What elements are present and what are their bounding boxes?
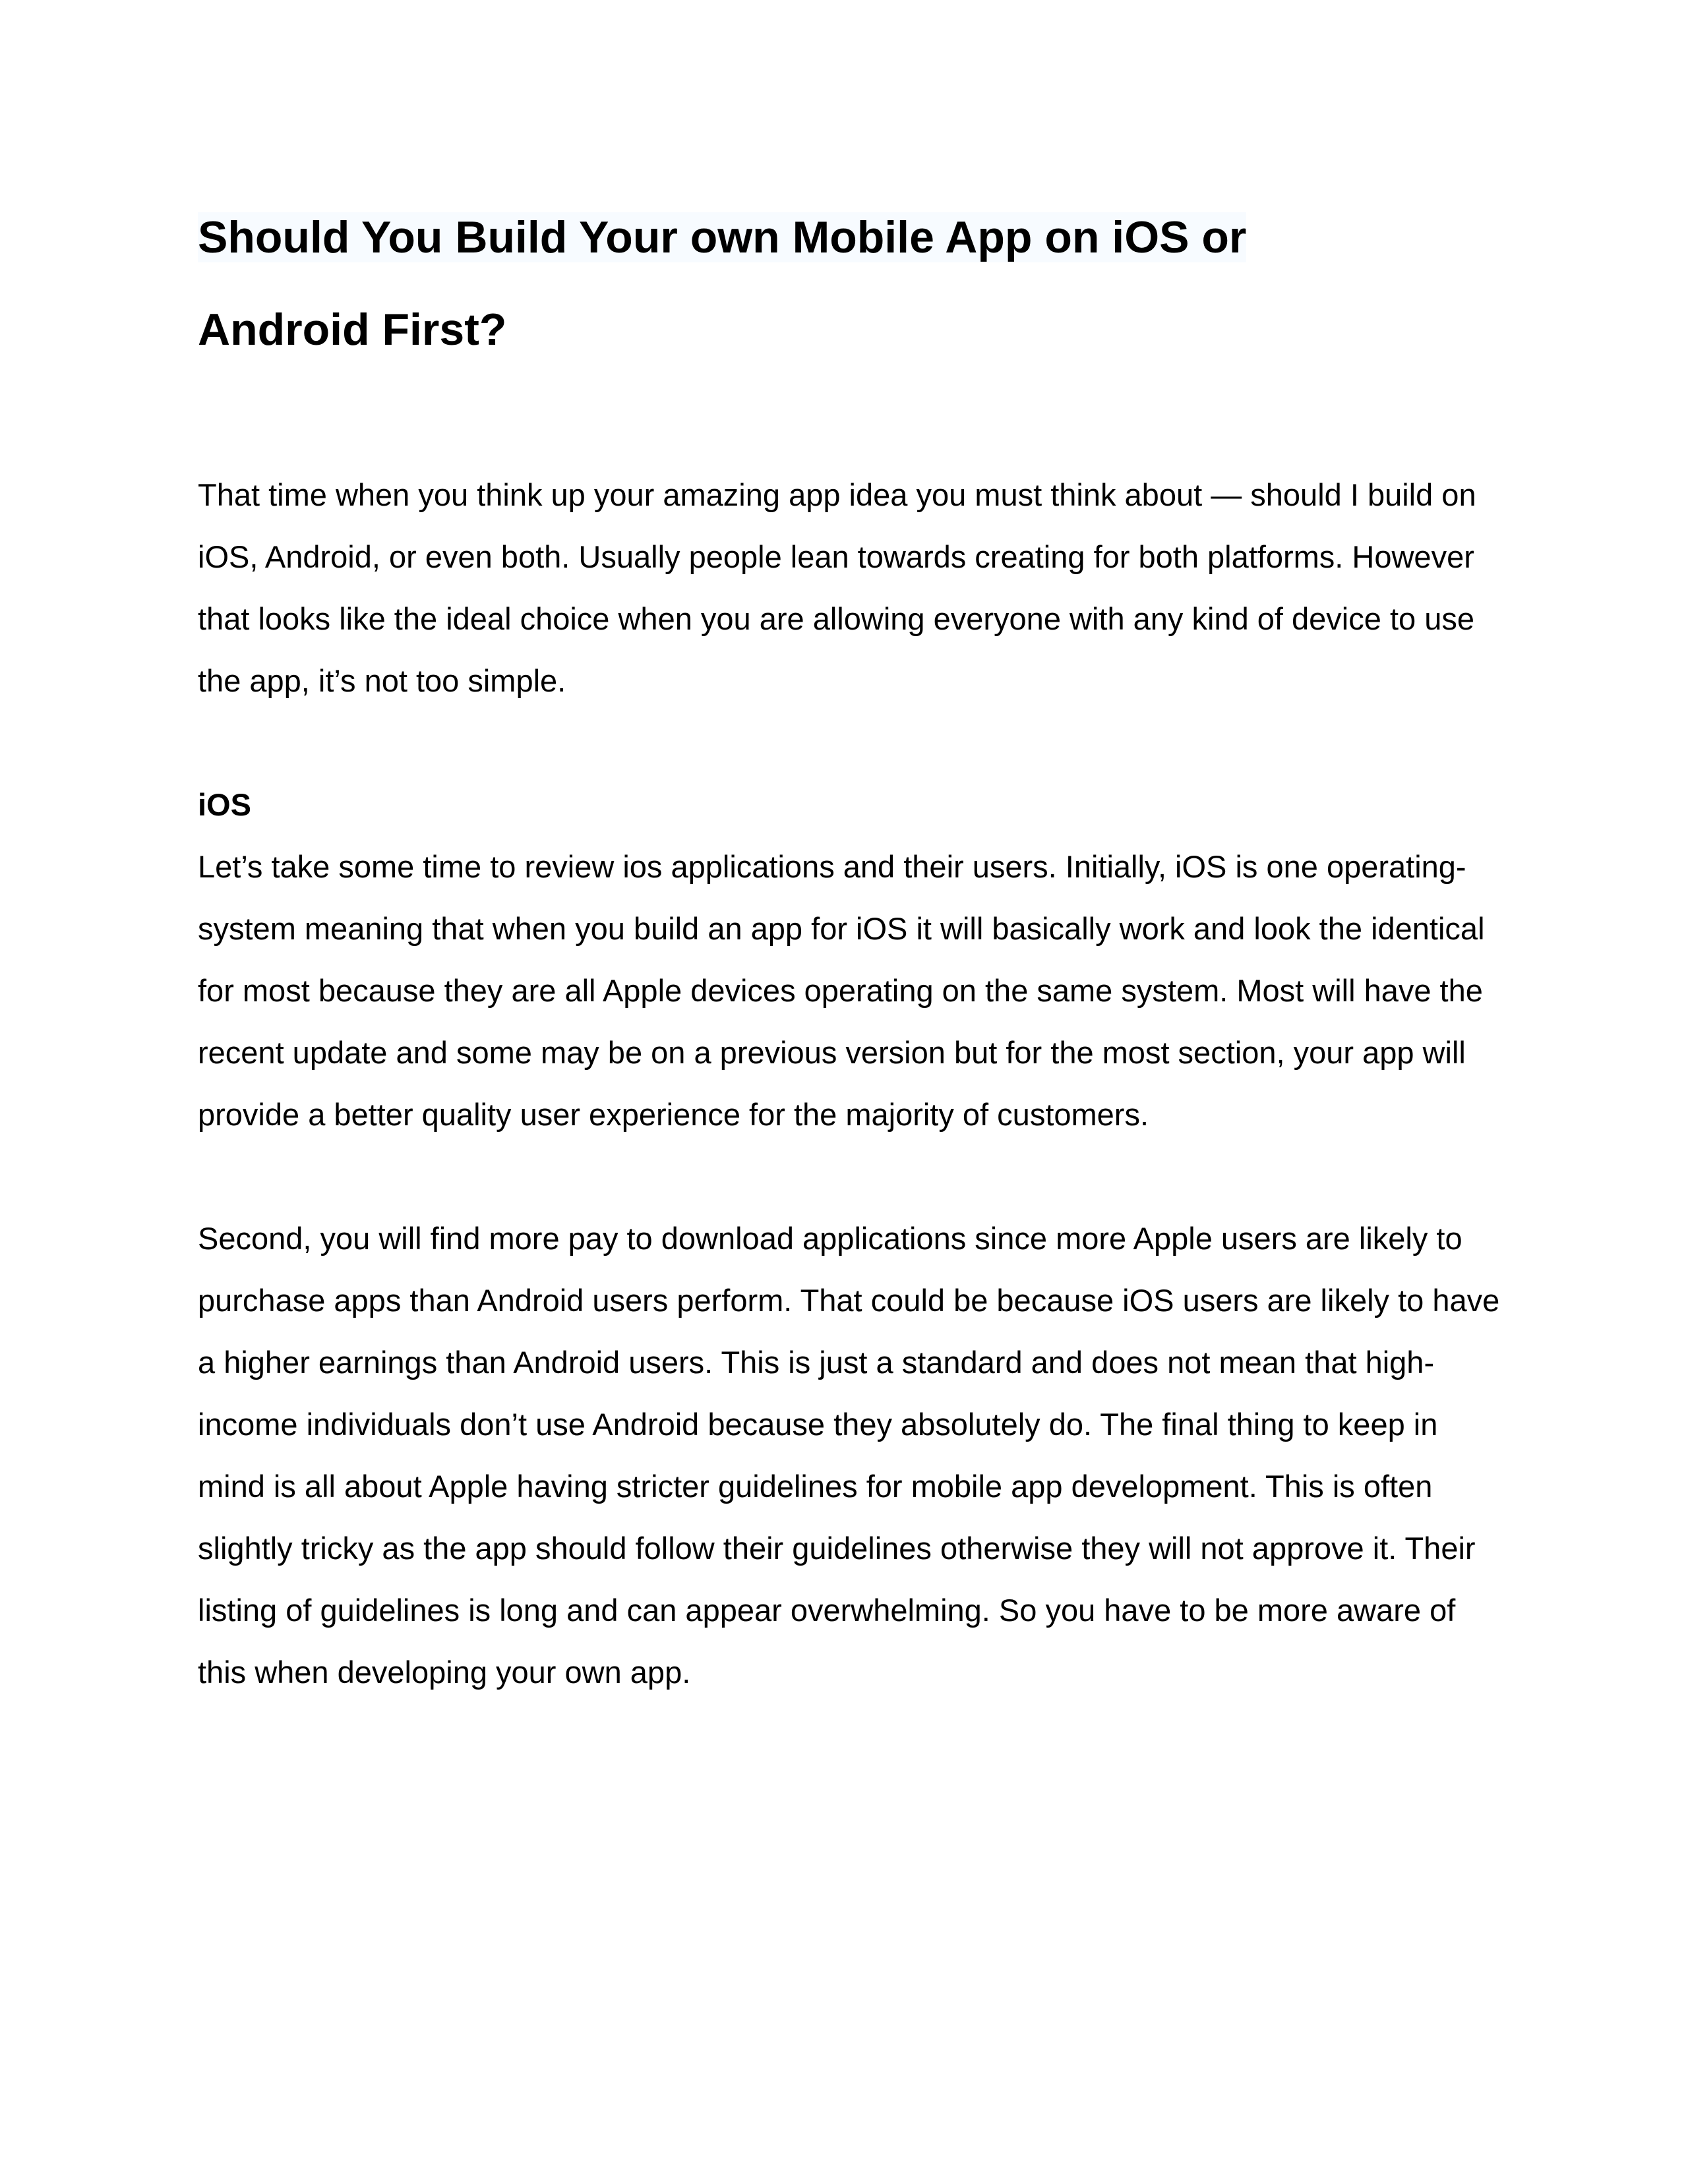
title-line-1: Should You Build Your own Mobile App on iOS or [198,212,1247,262]
ios-paragraph-1: Let’s take some time to review ios applications and their users. Initially, iOS is one operating-system meaning that when you build an app for iOS it will basically work and look the identical for most because they are all Apple devices operating on the same system. Most will have the recent update and some may be on a previous version but for the most section, your app will provide a better quality user experience for the majority of customers. [198,849,1485,1132]
intro-paragraph: That time when you think up your amazing app idea you must think about — should I build on iOS, Android, or even both. Usually people lean towards creating for both platforms. However that looks like the ideal choice when you are allowing everyone with any kind of device to use the app, it’s not too simple. [198,477,1476,698]
title-line-2: Android First? [198,305,507,355]
document-body [198,191,1510,1703]
ios-paragraph-2: Second, you will find more pay to download applications since more Apple users are likely to purchase apps than Android users perform. That could be because iOS users are likely to have a higher earnings than Android users. This is just a standard and does not mean that high-income individuals don’t use Android because they absolutely do. The final thing to keep in mind is all about Apple having stricter guidelines for mobile app development. This is often slightly tricky as the app should follow their guidelines otherwise they will not approve it. Their listing of guidelines is long and can appear overwhelming. So you have to be more aware of this when developing your own app. [198,1221,1500,1690]
section-heading-ios: iOS [198,787,251,822]
document-title [198,191,1385,376]
